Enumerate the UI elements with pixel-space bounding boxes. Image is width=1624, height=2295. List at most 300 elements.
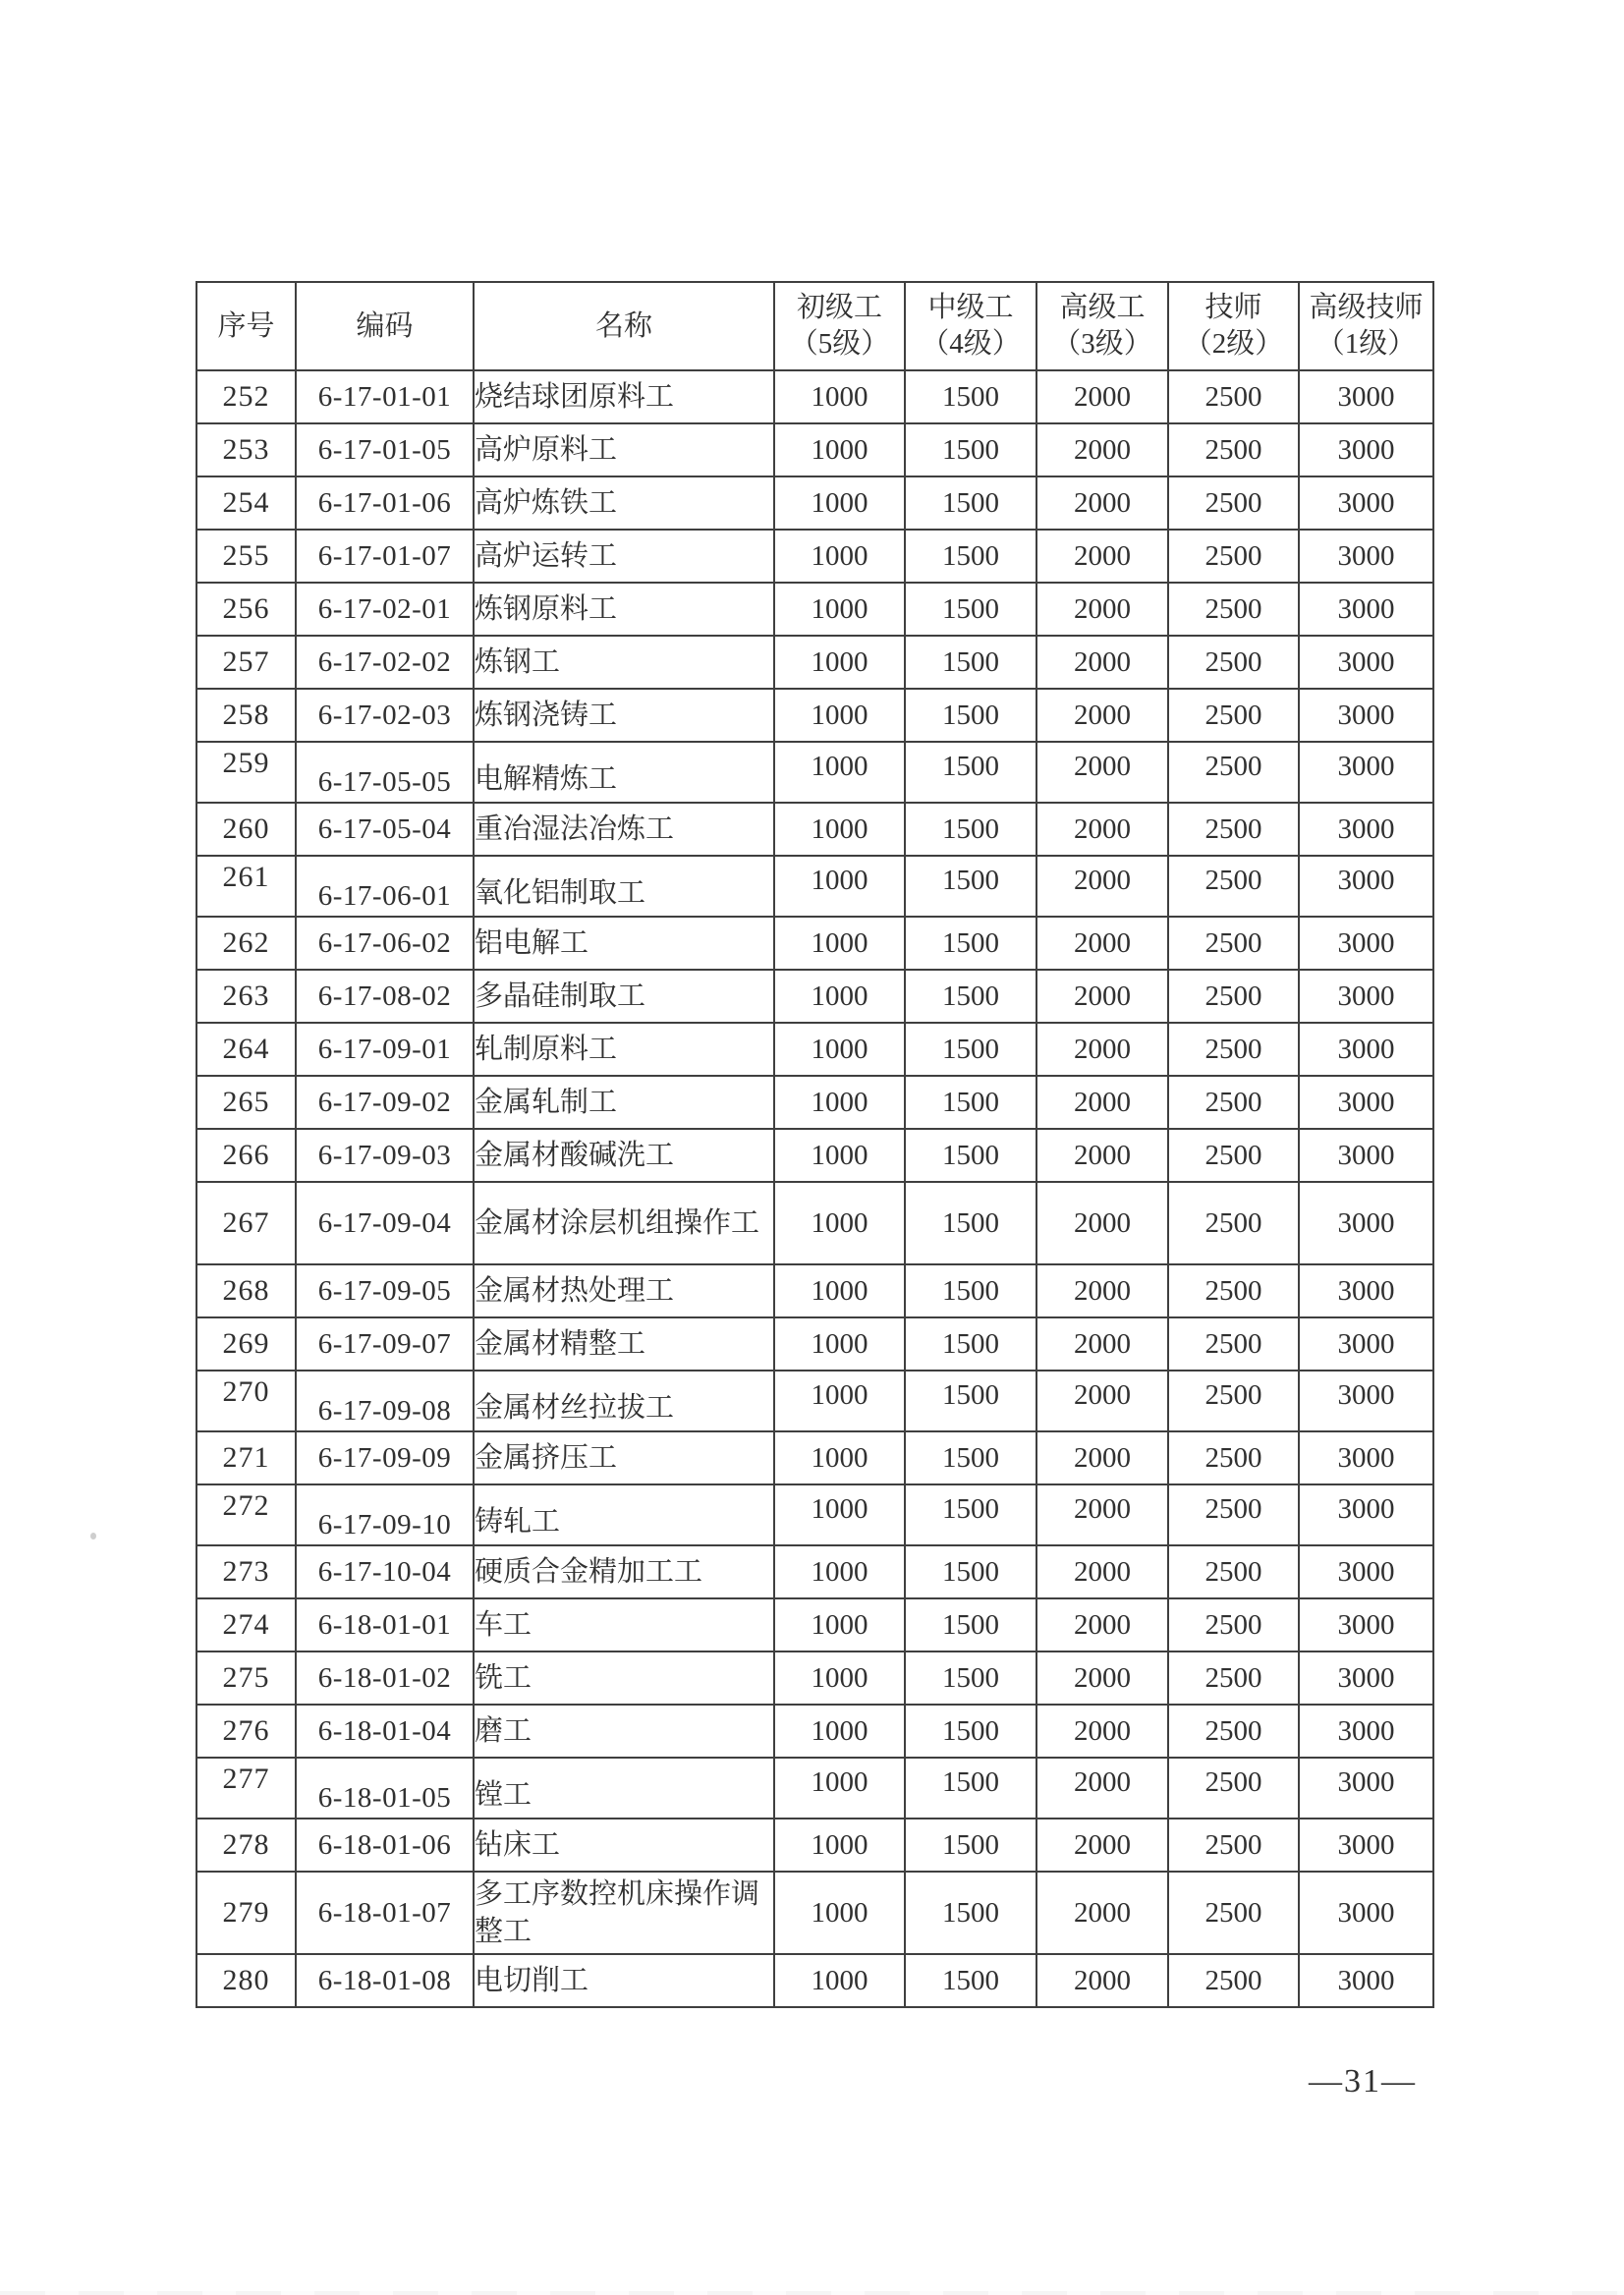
code-cell — [296, 856, 474, 917]
code-cell-text: 6-18-01-05 — [317, 1781, 452, 1814]
name-cell — [474, 1129, 774, 1182]
wage-cell-level-1 — [1299, 370, 1433, 423]
wage-cell-level-1-text: 3000 — [1337, 645, 1395, 678]
name-cell-text: 烧结球团原料工 — [475, 381, 675, 413]
code-cell — [296, 1545, 474, 1598]
column-header-sublabel: （1级） — [1316, 328, 1417, 360]
wage-cell-level-5 — [774, 370, 905, 423]
wage-cell-level-3-text: 2000 — [1074, 1608, 1131, 1641]
code-cell-text: 6-17-02-02 — [317, 645, 452, 678]
wage-cell-level-4 — [905, 1651, 1036, 1705]
wage-cell-level-3-text: 2000 — [1074, 1964, 1131, 1996]
wage-table-head — [196, 282, 1433, 370]
wage-cell-level-1 — [1299, 1545, 1433, 1598]
wage-cell-level-2 — [1168, 423, 1299, 476]
wage-cell-level-4-text: 1500 — [942, 1765, 999, 1798]
wage-cell-level-1-text: 3000 — [1337, 1828, 1395, 1861]
wage-cell-level-1-text: 3000 — [1337, 750, 1395, 782]
name-cell — [474, 423, 774, 476]
seq-cell-text: 260 — [222, 812, 270, 845]
wage-cell-level-1 — [1299, 1484, 1433, 1545]
column-header-seq — [196, 282, 296, 370]
wage-cell-level-4-text: 1500 — [942, 1555, 999, 1588]
name-cell-text: 高炉炼铁工 — [475, 487, 618, 519]
wage-cell-level-1 — [1299, 803, 1433, 856]
wage-cell-level-4-text: 1500 — [942, 1274, 999, 1307]
code-cell-text: 6-17-02-03 — [317, 699, 452, 731]
name-cell-text: 轧制原料工 — [475, 1034, 618, 1065]
wage-cell-level-5-text: 1000 — [811, 380, 868, 413]
code-cell-text: 6-17-09-09 — [317, 1441, 452, 1474]
seq-cell — [196, 1431, 296, 1484]
wage-cell-level-2 — [1168, 1819, 1299, 1872]
wage-cell-level-1 — [1299, 1182, 1433, 1264]
wage-cell-level-2-text: 2500 — [1204, 486, 1262, 519]
wage-cell-level-4-text: 1500 — [942, 1608, 999, 1641]
code-cell — [296, 1182, 474, 1264]
wage-cell-level-5-text: 1000 — [811, 1378, 868, 1411]
seq-cell — [196, 1598, 296, 1651]
code-cell-text: 6-17-08-02 — [317, 980, 452, 1012]
code-cell — [296, 1431, 474, 1484]
wage-cell-level-4-text: 1500 — [942, 750, 999, 782]
code-cell-text: 6-17-09-02 — [317, 1086, 452, 1118]
wage-cell-level-4 — [905, 970, 1036, 1023]
wage-cell-level-4-text: 1500 — [942, 1139, 999, 1171]
wage-cell-level-2-text: 2500 — [1204, 592, 1262, 625]
code-cell — [296, 1484, 474, 1545]
code-cell-text: 6-17-09-03 — [317, 1139, 452, 1171]
table-row — [196, 1264, 1433, 1317]
wage-cell-level-2 — [1168, 1371, 1299, 1431]
wage-cell-level-2-text: 2500 — [1204, 645, 1262, 678]
code-cell — [296, 636, 474, 689]
seq-cell — [196, 970, 296, 1023]
wage-cell-level-2 — [1168, 583, 1299, 636]
code-cell — [296, 689, 474, 742]
column-header-label: 中级工 — [927, 292, 1014, 323]
wage-cell-level-4 — [905, 1872, 1036, 1954]
name-cell-text: 钻床工 — [475, 1829, 561, 1861]
name-cell — [474, 803, 774, 856]
wage-cell-level-3 — [1036, 1705, 1168, 1758]
wage-cell-level-4-text: 1500 — [942, 1086, 999, 1118]
wage-cell-level-5 — [774, 742, 905, 803]
wage-cell-level-1-text: 3000 — [1337, 539, 1395, 572]
seq-cell-text: 259 — [222, 747, 270, 779]
wage-cell-level-4-text: 1500 — [942, 1327, 999, 1360]
seq-cell — [196, 917, 296, 970]
code-cell-text: 6-17-09-08 — [317, 1394, 452, 1427]
table-row — [196, 1182, 1433, 1264]
wage-cell-level-1-text: 3000 — [1337, 1033, 1395, 1065]
code-cell — [296, 1264, 474, 1317]
wage-cell-level-2-text: 2500 — [1204, 1206, 1262, 1239]
header-row — [196, 282, 1433, 370]
wage-cell-level-3 — [1036, 1317, 1168, 1371]
name-cell — [474, 1371, 774, 1431]
name-cell-text: 炼钢原料工 — [475, 593, 618, 625]
wage-cell-level-4-text: 1500 — [942, 1033, 999, 1065]
name-cell — [474, 1182, 774, 1264]
wage-cell-level-1 — [1299, 423, 1433, 476]
wage-cell-level-1-text: 3000 — [1337, 980, 1395, 1012]
seq-cell — [196, 1651, 296, 1705]
name-cell — [474, 1431, 774, 1484]
wage-cell-level-4-text: 1500 — [942, 380, 999, 413]
wage-cell-level-3-text: 2000 — [1074, 1033, 1131, 1065]
wage-cell-level-4-text: 1500 — [942, 1441, 999, 1474]
wage-cell-level-5-text: 1000 — [811, 1327, 868, 1360]
wage-cell-level-5 — [774, 689, 905, 742]
wage-cell-level-4 — [905, 856, 1036, 917]
wage-cell-level-5 — [774, 917, 905, 970]
name-cell — [474, 1545, 774, 1598]
code-cell — [296, 1129, 474, 1182]
wage-cell-level-1-text: 3000 — [1337, 1206, 1395, 1239]
wage-cell-level-2-text: 2500 — [1204, 1828, 1262, 1861]
code-cell-text: 6-17-01-06 — [317, 486, 452, 519]
wage-cell-level-3-text: 2000 — [1074, 1274, 1131, 1307]
wage-cell-level-5 — [774, 583, 905, 636]
seq-cell — [196, 742, 296, 803]
wage-cell-level-1 — [1299, 1954, 1433, 2007]
wage-cell-level-5 — [774, 1264, 905, 1317]
wage-cell-level-5-text: 1000 — [811, 645, 868, 678]
wage-cell-level-4-text: 1500 — [942, 926, 999, 959]
table-row — [196, 1872, 1433, 1954]
wage-cell-level-5 — [774, 1182, 905, 1264]
wage-cell-level-5-text: 1000 — [811, 812, 868, 845]
wage-cell-level-3-text: 2000 — [1074, 380, 1131, 413]
wage-cell-level-1 — [1299, 1317, 1433, 1371]
seq-cell — [196, 1484, 296, 1545]
column-header-sublabel: （3级） — [1052, 328, 1152, 360]
wage-cell-level-2-text: 2500 — [1204, 1555, 1262, 1588]
wage-cell-level-4 — [905, 1431, 1036, 1484]
code-cell-text: 6-17-01-07 — [317, 539, 452, 572]
wage-cell-level-1-text: 3000 — [1337, 486, 1395, 519]
column-header-label: 编码 — [356, 309, 414, 342]
page-number: —31— — [1309, 2063, 1417, 2099]
wage-cell-level-5-text: 1000 — [811, 433, 868, 466]
wage-cell-level-2-text: 2500 — [1204, 1896, 1262, 1929]
code-cell-text: 6-17-06-01 — [317, 879, 452, 912]
wage-cell-level-1-text: 3000 — [1337, 1492, 1395, 1525]
column-header-label: 序号 — [217, 309, 275, 342]
wage-cell-level-5-text: 1000 — [811, 1828, 868, 1861]
wage-cell-level-2 — [1168, 1705, 1299, 1758]
wage-cell-level-2-text: 2500 — [1204, 1661, 1262, 1694]
wage-cell-level-1 — [1299, 917, 1433, 970]
code-cell — [296, 476, 474, 530]
table-row — [196, 1317, 1433, 1371]
wage-cell-level-2 — [1168, 530, 1299, 583]
wage-cell-level-5-text: 1000 — [811, 1139, 868, 1171]
wage-cell-level-1 — [1299, 1819, 1433, 1872]
column-header-label: 初级工 — [796, 292, 882, 323]
name-cell — [474, 1758, 774, 1819]
name-cell-text: 炼钢浇铸工 — [475, 700, 618, 731]
wage-cell-level-3 — [1036, 1264, 1168, 1317]
wage-cell-level-2-text: 2500 — [1204, 1964, 1262, 1996]
wage-cell-level-3-text: 2000 — [1074, 486, 1131, 519]
seq-cell-text: 257 — [222, 645, 270, 678]
wage-cell-level-1 — [1299, 1023, 1433, 1076]
wage-cell-level-3-text: 2000 — [1074, 699, 1131, 731]
wage-cell-level-3 — [1036, 370, 1168, 423]
column-header-label: 名称 — [594, 309, 652, 342]
wage-cell-level-1 — [1299, 1758, 1433, 1819]
wage-cell-level-1 — [1299, 1651, 1433, 1705]
code-cell-text: 6-17-05-04 — [317, 812, 452, 845]
seq-cell-text: 279 — [222, 1896, 270, 1929]
seq-cell — [196, 476, 296, 530]
name-cell — [474, 476, 774, 530]
table-row — [196, 636, 1433, 689]
name-cell — [474, 689, 774, 742]
wage-cell-level-3-text: 2000 — [1074, 1828, 1131, 1861]
wage-cell-level-1 — [1299, 1431, 1433, 1484]
table-row — [196, 1954, 1433, 2007]
code-cell — [296, 917, 474, 970]
wage-cell-level-3-text: 2000 — [1074, 1492, 1131, 1525]
wage-cell-level-1 — [1299, 970, 1433, 1023]
wage-cell-level-4-text: 1500 — [942, 539, 999, 572]
wage-cell-level-5 — [774, 970, 905, 1023]
wage-cell-level-4-text: 1500 — [942, 1964, 999, 1996]
wage-cell-level-5 — [774, 423, 905, 476]
table-row — [196, 1819, 1433, 1872]
wage-cell-level-4 — [905, 1076, 1036, 1129]
wage-cell-level-4 — [905, 423, 1036, 476]
seq-cell — [196, 1129, 296, 1182]
wage-cell-level-1-text: 3000 — [1337, 1441, 1395, 1474]
wage-cell-level-4-text: 1500 — [942, 486, 999, 519]
wage-cell-level-4-text: 1500 — [942, 592, 999, 625]
code-cell — [296, 423, 474, 476]
seq-cell — [196, 1954, 296, 2007]
wage-cell-level-3-text: 2000 — [1074, 750, 1131, 782]
wage-cell-level-2 — [1168, 742, 1299, 803]
code-cell-text: 6-17-01-05 — [317, 433, 452, 466]
wage-cell-level-1 — [1299, 476, 1433, 530]
seq-cell-text: 271 — [222, 1441, 270, 1474]
wage-cell-level-3 — [1036, 1598, 1168, 1651]
wage-table — [196, 281, 1434, 2008]
wage-cell-level-5-text: 1000 — [811, 1608, 868, 1641]
wage-cell-level-2-text: 2500 — [1204, 1139, 1262, 1171]
wage-cell-level-4 — [905, 1954, 1036, 2007]
wage-cell-level-4 — [905, 1598, 1036, 1651]
wage-cell-level-3 — [1036, 636, 1168, 689]
seq-cell-text: 264 — [222, 1033, 270, 1065]
name-cell — [474, 1023, 774, 1076]
wage-cell-level-5-text: 1000 — [811, 592, 868, 625]
wage-cell-level-5 — [774, 1872, 905, 1954]
wage-cell-level-3 — [1036, 530, 1168, 583]
wage-cell-level-1-text: 3000 — [1337, 1765, 1395, 1798]
wage-cell-level-3 — [1036, 1545, 1168, 1598]
name-cell-text: 金属材涂层机组操作工 — [475, 1207, 760, 1239]
wage-cell-level-1-text: 3000 — [1337, 1327, 1395, 1360]
name-cell — [474, 530, 774, 583]
wage-cell-level-2-text: 2500 — [1204, 1441, 1262, 1474]
table-row — [196, 370, 1433, 423]
wage-cell-level-2-text: 2500 — [1204, 539, 1262, 572]
wage-cell-level-1 — [1299, 1872, 1433, 1954]
wage-cell-level-4-text: 1500 — [942, 1661, 999, 1694]
wage-cell-level-2-text: 2500 — [1204, 750, 1262, 782]
seq-cell — [196, 689, 296, 742]
code-cell-text: 6-18-01-02 — [317, 1661, 452, 1694]
wage-cell-level-1-text: 3000 — [1337, 1714, 1395, 1747]
wage-cell-level-2 — [1168, 917, 1299, 970]
wage-cell-level-1-text: 3000 — [1337, 1896, 1395, 1929]
code-cell-text: 6-17-02-01 — [317, 592, 452, 625]
wage-cell-level-1-text: 3000 — [1337, 1608, 1395, 1641]
wage-cell-level-2 — [1168, 1484, 1299, 1545]
code-cell — [296, 1317, 474, 1371]
code-cell — [296, 1598, 474, 1651]
wage-cell-level-3 — [1036, 1023, 1168, 1076]
column-header-name — [474, 282, 774, 370]
seq-cell — [196, 1182, 296, 1264]
seq-cell — [196, 530, 296, 583]
seq-cell — [196, 1545, 296, 1598]
wage-cell-level-5-text: 1000 — [811, 1274, 868, 1307]
wage-cell-level-2 — [1168, 1129, 1299, 1182]
table-row — [196, 1371, 1433, 1431]
name-cell-text: 车工 — [475, 1609, 532, 1641]
seq-cell-text: 255 — [222, 539, 270, 572]
wage-cell-level-4-text: 1500 — [942, 864, 999, 896]
wage-cell-level-1-text: 3000 — [1337, 1555, 1395, 1588]
table-row — [196, 1758, 1433, 1819]
wage-cell-level-5-text: 1000 — [811, 1964, 868, 1996]
seq-cell-text: 274 — [222, 1608, 270, 1641]
name-cell — [474, 1317, 774, 1371]
wage-cell-level-2-text: 2500 — [1204, 1714, 1262, 1747]
wage-cell-level-3 — [1036, 1371, 1168, 1431]
wage-cell-level-4 — [905, 1758, 1036, 1819]
name-cell-text: 金属材丝拉拔工 — [475, 1392, 675, 1424]
wage-cell-level-5-text: 1000 — [811, 1441, 868, 1474]
wage-cell-level-3 — [1036, 856, 1168, 917]
table-row — [196, 803, 1433, 856]
wage-cell-level-3-text: 2000 — [1074, 1378, 1131, 1411]
seq-cell-text: 278 — [222, 1828, 270, 1861]
wage-cell-level-3 — [1036, 1651, 1168, 1705]
code-cell-text: 6-18-01-07 — [317, 1896, 452, 1929]
column-header-val-4 — [1168, 282, 1299, 370]
seq-cell-text: 268 — [222, 1274, 270, 1307]
wage-cell-level-1 — [1299, 636, 1433, 689]
name-cell — [474, 1076, 774, 1129]
wage-cell-level-3-text: 2000 — [1074, 1086, 1131, 1118]
wage-cell-level-2-text: 2500 — [1204, 433, 1262, 466]
wage-cell-level-3-text: 2000 — [1074, 592, 1131, 625]
code-cell-text: 6-18-01-01 — [317, 1608, 452, 1641]
wage-cell-level-2-text: 2500 — [1204, 380, 1262, 413]
wage-cell-level-3-text: 2000 — [1074, 1714, 1131, 1747]
wage-cell-level-4 — [905, 1484, 1036, 1545]
wage-cell-level-2-text: 2500 — [1204, 1378, 1262, 1411]
code-cell-text: 6-17-09-04 — [317, 1206, 452, 1239]
seq-cell — [196, 1872, 296, 1954]
wage-cell-level-1-text: 3000 — [1337, 1661, 1395, 1694]
wage-cell-level-4 — [905, 1317, 1036, 1371]
column-header-val-2 — [905, 282, 1036, 370]
wage-cell-level-4 — [905, 917, 1036, 970]
wage-cell-level-1 — [1299, 583, 1433, 636]
seq-cell-text: 277 — [222, 1763, 270, 1795]
seq-cell-text: 267 — [222, 1206, 270, 1239]
wage-cell-level-1-text: 3000 — [1337, 1964, 1395, 1996]
wage-cell-level-1 — [1299, 1264, 1433, 1317]
wage-cell-level-3 — [1036, 1819, 1168, 1872]
wage-cell-level-2 — [1168, 370, 1299, 423]
wage-cell-level-1-text: 3000 — [1337, 1274, 1395, 1307]
name-cell — [474, 1264, 774, 1317]
name-cell — [474, 583, 774, 636]
wage-cell-level-3 — [1036, 1484, 1168, 1545]
wage-cell-level-4-text: 1500 — [942, 812, 999, 845]
wage-cell-level-5-text: 1000 — [811, 1896, 868, 1929]
wage-cell-level-3-text: 2000 — [1074, 1661, 1131, 1694]
seq-cell-text: 263 — [222, 980, 270, 1012]
wage-cell-level-3 — [1036, 1954, 1168, 2007]
code-cell — [296, 370, 474, 423]
wage-cell-level-1-text: 3000 — [1337, 1086, 1395, 1118]
wage-cell-level-5 — [774, 1545, 905, 1598]
wage-cell-level-1 — [1299, 1705, 1433, 1758]
table-row — [196, 917, 1433, 970]
code-cell-text: 6-18-01-08 — [317, 1964, 452, 1996]
wage-cell-level-2 — [1168, 970, 1299, 1023]
wage-cell-level-5-text: 1000 — [811, 1714, 868, 1747]
table-row — [196, 1484, 1433, 1545]
code-cell — [296, 583, 474, 636]
code-cell — [296, 1371, 474, 1431]
wage-cell-level-3 — [1036, 742, 1168, 803]
wage-cell-level-3-text: 2000 — [1074, 1896, 1131, 1929]
table-row — [196, 970, 1433, 1023]
seq-cell — [196, 423, 296, 476]
wage-cell-level-4 — [905, 803, 1036, 856]
wage-cell-level-2 — [1168, 1545, 1299, 1598]
seq-cell-text: 273 — [222, 1555, 270, 1588]
name-cell-text: 金属材热处理工 — [475, 1275, 675, 1307]
wage-cell-level-5 — [774, 1317, 905, 1371]
wage-cell-level-5-text: 1000 — [811, 1492, 868, 1525]
wage-cell-level-3-text: 2000 — [1074, 433, 1131, 466]
table-row — [196, 1129, 1433, 1182]
wage-cell-level-3 — [1036, 476, 1168, 530]
table-row — [196, 1705, 1433, 1758]
name-cell-text: 铣工 — [475, 1662, 532, 1694]
wage-cell-level-3-text: 2000 — [1074, 1206, 1131, 1239]
wage-cell-level-3-text: 2000 — [1074, 539, 1131, 572]
name-cell-text: 磨工 — [475, 1715, 532, 1747]
seq-cell — [196, 1264, 296, 1317]
wage-cell-level-5 — [774, 1371, 905, 1431]
wage-cell-level-4 — [905, 1545, 1036, 1598]
name-cell-text: 炼钢工 — [475, 646, 561, 678]
name-cell — [474, 1598, 774, 1651]
wage-cell-level-3 — [1036, 1872, 1168, 1954]
wage-cell-level-1 — [1299, 1076, 1433, 1129]
